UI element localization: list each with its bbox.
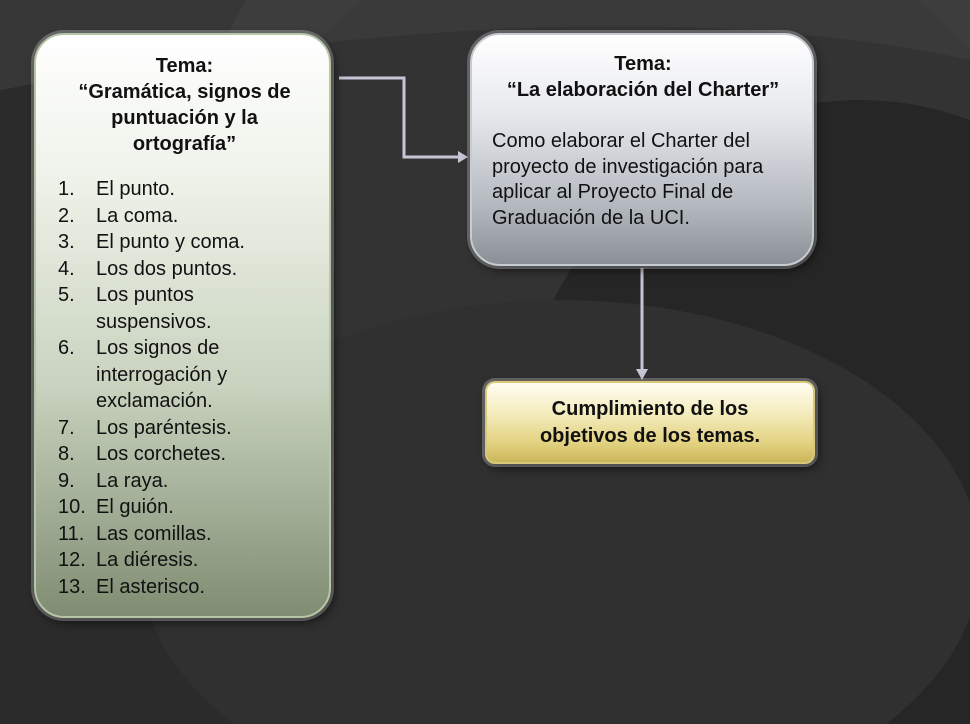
list-item (58, 282, 311, 335)
list-item (58, 468, 311, 495)
title-line: “Gramática, signos de (78, 81, 291, 103)
arrowhead-right (458, 151, 468, 163)
list-item-number: 7. (58, 416, 75, 439)
title-line: Tema: (155, 55, 214, 77)
list-item (58, 176, 311, 203)
list-item-text: El punto. (96, 178, 175, 200)
list-item-text: El punto y coma. (96, 231, 245, 253)
list-item-number: 9. (58, 469, 75, 492)
list-item-number: 4. (58, 257, 75, 280)
charter-topic-title (492, 51, 794, 103)
result-box (485, 381, 815, 464)
topic-box-charter (470, 33, 814, 266)
list-item-text: Los paréntesis. (96, 416, 232, 439)
list-item-number: 8. (58, 443, 75, 465)
list-item (58, 415, 311, 442)
grammar-topic-title (58, 53, 311, 157)
list-item-number: 6. (58, 337, 75, 359)
title-line: “La elaboración del Charter” (506, 79, 780, 101)
list-item-text: Los dos puntos. (96, 257, 238, 280)
list-item (58, 574, 311, 601)
list-item-number: 10. (58, 496, 86, 518)
list-item-text: Los corchetes. (96, 443, 227, 465)
list-item-number: 11. (58, 522, 85, 545)
list-item-number: 5. (58, 284, 75, 306)
list-item (58, 441, 311, 468)
connector-left-to-right (339, 78, 462, 157)
list-item-number: 3. (58, 231, 75, 253)
list-item (58, 229, 311, 256)
result-text: Cumplimiento de los objetivos de los temas. (539, 397, 761, 447)
list-item (58, 203, 311, 230)
charter-description: Como elaborar el Charter del proyecto de investigación para aplicar al Proyecto Final de Graduación de la UCI. (492, 130, 764, 229)
list-item-number: 13. (58, 575, 86, 598)
list-item-text: El asterisco. (96, 575, 205, 598)
list-item-text: La diéresis. (96, 549, 199, 571)
list-item (58, 335, 311, 415)
arrowhead-down (636, 369, 648, 380)
list-item-number: 12. (58, 549, 86, 571)
punctuation-list (58, 176, 311, 600)
list-item-text: Las comillas. (96, 522, 212, 545)
list-item (58, 521, 311, 548)
list-item-text: Los signos de interrogación y exclamación. (96, 337, 228, 412)
title-line: puntuación y la (111, 107, 258, 129)
list-item-text: Los puntos suspensivos. (96, 284, 212, 333)
list-item-number: 1. (58, 178, 75, 200)
list-item (58, 256, 311, 283)
list-item-text: La raya. (96, 469, 169, 492)
list-item-text: El guión. (96, 496, 174, 518)
list-item-number: 2. (58, 204, 75, 227)
list-item-text: La coma. (96, 204, 179, 227)
list-item (58, 494, 311, 521)
title-line: Tema: (614, 53, 672, 75)
topic-box-grammar (34, 33, 331, 618)
title-line: ortografía” (132, 133, 237, 155)
list-item (58, 547, 311, 574)
